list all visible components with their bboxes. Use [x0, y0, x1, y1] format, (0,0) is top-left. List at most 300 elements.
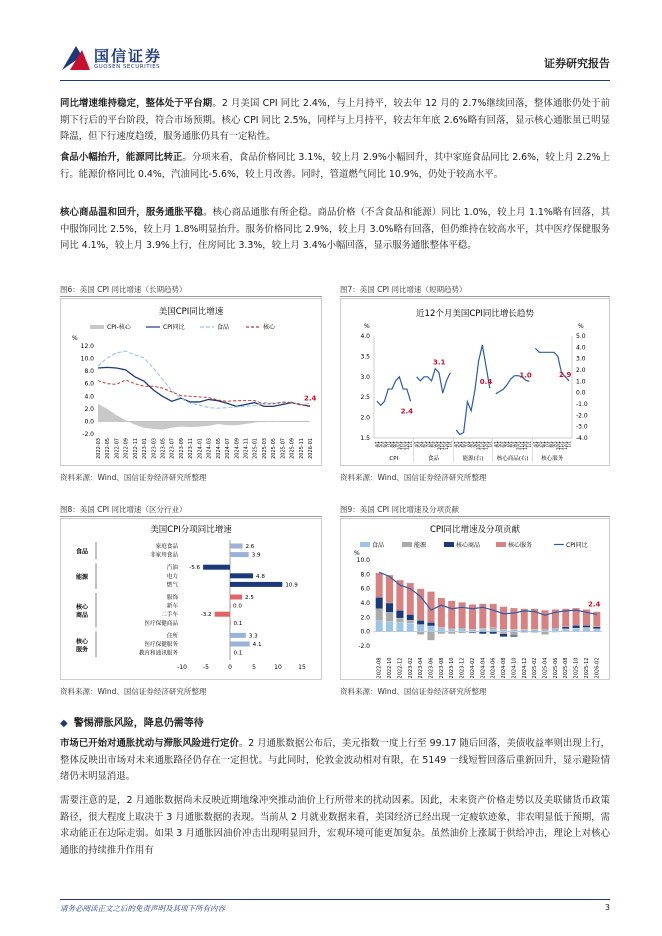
- fig9-xtick: 2023-10: [449, 657, 456, 679]
- paragraph-2: [60, 150, 610, 183]
- fig7-xtick: 11/1: [440, 441, 446, 450]
- fig9-bar-segment: [448, 629, 455, 632]
- fig9-xtick: 2023-06: [428, 657, 435, 679]
- fig9-bar-segment: [479, 628, 486, 629]
- fig6-xtick: 2024-07: [225, 438, 232, 459]
- fig8-xtick: 5: [252, 664, 256, 671]
- fig9-legend-label: 核心商品: [456, 542, 481, 549]
- fig9-bar-segment: [500, 634, 507, 637]
- fig7-ytick-right: 0.0: [576, 389, 586, 397]
- fig9-bar-segment: [500, 630, 507, 632]
- fig6-xtick: 2024-05: [215, 438, 222, 459]
- fig6-xtick: 2024-11: [243, 438, 250, 459]
- fig7-xtick: 10/1: [515, 441, 521, 450]
- paragraph-3-lead: 核心商品温和回升，服务通胀平稳: [60, 207, 204, 218]
- fig9-bar-segment: [396, 622, 403, 631]
- fig7-xtick: 12/1: [523, 441, 529, 450]
- fig9-bar-segment: [458, 629, 465, 632]
- fig7-xtick: 7/1: [504, 441, 510, 448]
- fig6-ylabel: %: [72, 335, 78, 342]
- fig7-ytick-right: 5.0: [576, 333, 586, 340]
- fig7-ytick-right: -2.0: [576, 412, 588, 420]
- fig8-category-label: 电力: [166, 573, 178, 580]
- fig9-xtick: 2025-10: [573, 657, 580, 679]
- fig8-value-label: 3.3: [248, 633, 258, 640]
- paragraph-2-lead: 食品小幅抬升，能源同比转正: [60, 152, 183, 163]
- fig9-title: CPI同比增速及分项贡献: [429, 525, 521, 535]
- fig9-xtick: 2024-12: [521, 657, 528, 679]
- fig6-legend-label: CPI-核心: [107, 324, 131, 331]
- fig9-legend-label: 能源: [414, 542, 427, 549]
- fig9-ytick: 10.0: [356, 557, 370, 564]
- fig8-category-label: 教育和通讯服务: [138, 650, 178, 657]
- fig9-legend-label: 食品: [372, 542, 385, 549]
- fig8-chart: [60, 518, 322, 680]
- fig9-xtick: 2023-02: [407, 657, 414, 679]
- fig7-xtick: 1/1: [487, 441, 493, 448]
- fig9-bar-segment: [583, 625, 590, 627]
- fig8-value-label: 4.8: [256, 573, 265, 580]
- fig6-title: 美国CPI同比增速: [158, 307, 224, 317]
- fig9-ytick: 4.0: [360, 600, 370, 607]
- fig7-value-label: 2.4: [400, 407, 414, 416]
- fig9-bar-segment: [479, 632, 486, 634]
- fig7-xtick: 1/1: [566, 441, 572, 448]
- logo-en: GUOSEN SECURITIES: [94, 64, 161, 70]
- fig9-xtick: 2025-12: [583, 657, 590, 679]
- fig8-bar: [230, 573, 253, 578]
- fig7-xtick: 4/1: [374, 441, 380, 448]
- paragraph-4: [60, 736, 610, 786]
- paragraph-1-lead: 同比增速维持稳定，整体处于平台期: [60, 98, 213, 109]
- fig9-bar-segment: [376, 597, 383, 608]
- fig7-group-label: 能源(右): [462, 456, 484, 462]
- fig9-bar-segment: [562, 629, 569, 632]
- fig6-xtick: 2024-01: [197, 438, 204, 459]
- fig9-bar-segment: [458, 602, 465, 628]
- fig8-caption-rule: [60, 516, 322, 517]
- logo-mark-icon: [60, 44, 92, 74]
- fig8-value-label: 2.6: [245, 544, 255, 550]
- fig7-xtick: 8/1: [389, 441, 395, 448]
- fig7-xtick: 4/1: [414, 441, 420, 448]
- paragraph-1-body: 。2 月美国 CPI 同比 2.4%，与上月持平，较去年 12 月的 2.7%继续回落，整体通胀仍处于前期下行后的平台阶段，符合市场预期。核心 CPI 同比 2.5%，同样与上月持平，较去年年底 2.6%略有回落，显示核心通胀虽已明显降温，但下行速度趋缓，服务通胀仍具有一定粘性。: [60, 98, 610, 142]
- fig7-xtick: 1/1: [526, 441, 532, 448]
- fig7-xtick: 11/1: [400, 441, 406, 450]
- fig9-bar-segment: [500, 632, 507, 634]
- fig6-legend-label: 食品: [217, 324, 230, 331]
- fig9-bar-segment: [490, 630, 497, 632]
- fig8-category-label: 医疗保健服务: [144, 642, 178, 648]
- fig9-bar-segment: [407, 623, 414, 632]
- report-type: 证券研究报告: [544, 57, 610, 70]
- fig8-bar: [230, 552, 249, 557]
- fig9-source: 资料来源：Wind、国信证券经济研究所整理: [340, 687, 487, 696]
- company-logo: [60, 42, 210, 76]
- fig6-xtick: 2023-11: [188, 438, 195, 459]
- fig8-category-label: 医疗保健商品: [144, 620, 178, 627]
- paragraph-5: [60, 793, 610, 859]
- fig8-value-label: 0.1: [233, 620, 243, 627]
- fig9-bar-segment: [583, 627, 590, 628]
- fig9-bar-segment: [593, 627, 600, 629]
- fig9-bar-segment: [396, 618, 403, 622]
- fig9-bar-segment: [386, 622, 393, 632]
- fig7-xtick: 11/1: [559, 441, 565, 450]
- fig6-xtick: 2022-09: [123, 438, 130, 459]
- fig9-bar-segment: [552, 632, 559, 633]
- paragraph-3-body: 。核心商品通胀有所企稳。商品价格（不含食品和能源）同比 1.0%，较上月 1.1%略有回落，其中服饰同比 2.5%，较上月 1.8%明显抬升。服务价格同比 2.9%，较上月 3.0%略有回落，但仍维持在较高水平，其中医疗保健服务同比 4.1%，较上月 3.9%上行，住房同比 3.3%，较上月 3.4%小幅回落，显示服务通胀整体平稳。: [60, 207, 610, 251]
- fig8-bar: [230, 650, 231, 655]
- fig9-caption-rule: [340, 516, 610, 517]
- fig7-xtick: 4/1: [532, 441, 538, 448]
- fig9-xtick: 2024-10: [511, 657, 518, 679]
- fig8-group-label: 服务: [75, 646, 89, 654]
- fig6-ytick: 4.0: [84, 393, 94, 401]
- fig8-group-label: 核心: [75, 638, 89, 646]
- fig9-bar-segment: [510, 608, 517, 630]
- fig7-ytick-left: 3.0: [360, 373, 370, 381]
- fig8-bar: [230, 642, 250, 647]
- fig7-ytick-left: 3.5: [360, 353, 370, 361]
- fig7-xtick: 6/1: [381, 441, 387, 448]
- fig8-value-label: 10.9: [285, 582, 298, 589]
- fig9-bar-segment: [417, 620, 424, 624]
- fig8-category-label: 燃气: [166, 582, 178, 589]
- fig7-chart: [340, 298, 610, 466]
- fig7-xtick: 10/1: [555, 441, 561, 450]
- fig9-ytick: -2.0: [358, 643, 370, 650]
- fig7-xtick: 12/1: [562, 441, 568, 450]
- fig9-xtick: 2023-08: [438, 657, 445, 679]
- fig7-value-label: 0.4: [479, 378, 493, 387]
- paragraph-3: [60, 205, 610, 255]
- fig7-xtick: 5/1: [536, 441, 542, 448]
- fig8-source: 资料来源：Wind、国信证券经济研究所整理: [60, 687, 207, 696]
- fig8-group-label: 核心: [75, 604, 89, 612]
- fig9-bar-segment: [510, 630, 517, 632]
- fig7-xtick: 5/1: [417, 441, 423, 448]
- fig6-xtick: 2025-03: [261, 438, 268, 459]
- fig7-ytick-left: 4.0: [360, 333, 370, 340]
- fig7-value-label: 1.0: [519, 371, 532, 380]
- fig9-legend-label: CPI同比: [566, 542, 588, 549]
- fig7-ytick-left: 2.5: [360, 394, 370, 402]
- fig9-xtick: 2024-04: [480, 657, 487, 679]
- fig8-value-label: 0.1: [233, 650, 243, 657]
- fig7-xtick: 11/1: [519, 441, 525, 450]
- fig7-caption: 图7：美国 CPI 同比增速（短期趋势）: [340, 285, 467, 294]
- fig9-bar-segment: [531, 632, 538, 633]
- fig7-caption-rule: [340, 296, 610, 297]
- fig8-caption: 图8：美国 CPI 同比增速（区分行业）: [60, 505, 187, 514]
- fig6-xtick: 2022-07: [114, 438, 121, 459]
- fig9-bar-segment: [458, 632, 465, 633]
- fig9-legend-swatch: [360, 542, 370, 547]
- fig9-xtick: 2025-02: [532, 657, 539, 679]
- fig7-xtick: 9/1: [511, 441, 517, 448]
- fig8-value-label: 0.0: [233, 603, 242, 610]
- fig6-xtick: 2023-01: [142, 438, 149, 459]
- fig6-legend-swatch: [90, 325, 104, 329]
- fig6-ytick: 2.0: [84, 405, 94, 413]
- fig7-ytick-left: 2.0: [360, 414, 370, 422]
- fig6-xtick: 2023-05: [160, 438, 167, 459]
- fig7-xtick: 10/1: [476, 441, 482, 450]
- fig7-xtick: 9/1: [472, 441, 478, 448]
- fig7-group-label: CPI: [389, 456, 399, 462]
- fig7-value-label: 2.9: [559, 370, 572, 379]
- fig8-bar: [230, 595, 242, 600]
- fig9-bar-segment: [572, 629, 579, 632]
- fig8-category-label: 服饰: [166, 595, 178, 601]
- fig7-xtick: 5/1: [457, 441, 463, 448]
- fig6-xtick: 2026-01: [308, 438, 314, 459]
- fig9-bar-segment: [427, 626, 434, 632]
- fig7-xtick: 9/1: [551, 441, 557, 448]
- fig9-bar-segment: [458, 628, 465, 629]
- fig9-xtick: 2023-12: [459, 657, 466, 679]
- fig8-group-label: 食品: [75, 548, 89, 556]
- fig7-xtick: 9/1: [432, 441, 438, 448]
- fig6-ytick: -2.0: [82, 431, 94, 438]
- fig9-bar-segment: [510, 632, 517, 636]
- fig9-legend-swatch: [444, 542, 454, 547]
- fig9-bar-segment: [427, 622, 434, 626]
- fig8-bar: [215, 612, 230, 617]
- fig7-group-label: 核心商品(右): [496, 456, 529, 462]
- fig6-ytick: 8.0: [84, 368, 94, 376]
- fig8-bar: [230, 582, 282, 587]
- fig9-bar-segment: [407, 620, 414, 623]
- fig7-ytick-right: -1.0: [576, 401, 588, 408]
- fig9-legend-label: 核心服务: [508, 542, 533, 549]
- fig9-bar-segment: [521, 632, 528, 633]
- fig9-bar-segment: [572, 628, 579, 629]
- fig7-value-label: 3.1: [433, 358, 446, 367]
- fig9-bar-segment: [541, 632, 548, 635]
- fig7-xtick: 7/1: [425, 441, 431, 448]
- fig7-xtick: 6/1: [461, 441, 467, 448]
- fig7-ytick-right: -3.0: [576, 423, 588, 431]
- fig6-xtick: 2024-09: [234, 438, 241, 459]
- fig6-xtick: 2023-09: [178, 438, 185, 459]
- fig8-xtick: -5: [203, 664, 209, 671]
- fig7-xtick: 8/1: [429, 441, 435, 448]
- fig9-bar-segment: [427, 632, 434, 641]
- fig9-xtick: 2023-04: [418, 657, 425, 679]
- fig8-category-label: 非家用食品: [150, 552, 178, 559]
- fig9-bar-segment: [396, 610, 403, 618]
- fig9-bar-segment: [490, 604, 497, 628]
- fig7-xtick: 5/1: [378, 441, 384, 448]
- fig9-xtick: 2025-06: [552, 657, 559, 679]
- fig7-xtick: 9/1: [393, 441, 399, 448]
- paragraph-5-body: 需要注意的是，2 月通胀数据尚未反映近期地缘冲突推动油价上行所带来的扰动因素。因此，未来资产价格走势以及美联储货币政策路径，很大程度上取决于 3 月通胀数据的表现。当前从 2 月就业数据来看，美国经济已经出现一定疲软迹象，非农明显低于预期，需求动能正在边际走弱。如果 3 月通胀因油价冲击出现明显回升，宏观环境可能更加复杂。虽然油价上涨属于供给冲击，理论上对核心通胀的持续推升作用有: [60, 795, 610, 856]
- fig9-xtick: 2024-06: [490, 657, 497, 679]
- fig6-ytick: 6.0: [84, 380, 94, 388]
- fig7-ytick-right: -4.0: [576, 435, 588, 442]
- fig8-title: 美国CPI分项同比增速: [150, 525, 232, 535]
- fig9-bar-segment: [562, 627, 569, 629]
- fig9-xtick: 2022-12: [397, 657, 404, 679]
- fig9-xtick: 2024-08: [501, 657, 508, 679]
- fig8-xtick: 10: [274, 664, 282, 671]
- fig7-xtick: 12/1: [443, 441, 449, 450]
- fig7-xtick: 12/1: [404, 441, 410, 450]
- paragraph-4-lead: 市场已开始对通胀扰动与滞胀风险进行定价: [60, 738, 239, 749]
- fig9-bar-segment: [541, 610, 548, 629]
- page-header: [60, 40, 610, 80]
- fig9-ytick: 6.0: [360, 585, 370, 593]
- fig9-bar-segment: [438, 632, 445, 634]
- fig9-ytick: 8.0: [360, 571, 370, 579]
- fig9-xtick: 2022-08: [376, 657, 383, 679]
- fig9-caption: 图9：美国 CPI 同比增速及分项贡献: [340, 505, 460, 514]
- header-divider: [60, 80, 610, 81]
- fig9-legend-swatch: [402, 542, 412, 547]
- paragraph-2-body: 。分项来看，食品价格同比 3.1%，较上月 2.9%小幅回升，其中家庭食品同比 2.6%，较上月 2.2%上行。能源价格同比 0.4%，汽油同比-5.6%，较上月改善。同时，管道燃气同比 10.9%，仍处于较高水平。: [60, 152, 610, 180]
- fig9-bar-segment: [490, 632, 497, 634]
- fig7-ytick-right: 3.0: [576, 355, 586, 363]
- fig7-xtick: 12/1: [483, 441, 489, 450]
- fig8-value-label: 3.9: [251, 552, 261, 559]
- fig9-bar-segment: [469, 632, 476, 633]
- fig8-category-label: 新车: [166, 603, 178, 610]
- fig6-xtick: 2025-09: [289, 438, 296, 459]
- fig9-bar-segment: [572, 625, 579, 628]
- fig9-bar-segment: [583, 629, 590, 632]
- fig6-xtick: 2024-03: [206, 438, 213, 459]
- fig7-xtick: 6/1: [421, 441, 427, 448]
- section-title: 警惕滞胀风险，降息仍需等待: [73, 718, 204, 729]
- fig6-legend-label: CPI同比: [163, 324, 185, 331]
- fig9-bar-segment: [417, 589, 424, 621]
- fig9-ylabel: %: [354, 550, 360, 557]
- fig6-xtick: 2022-03: [96, 438, 102, 459]
- fig7-ytick-right: 1.0: [576, 378, 586, 386]
- fig9-bar-segment: [376, 621, 383, 632]
- fig8-bar: [230, 620, 231, 625]
- fig7-group-label: 食品: [427, 456, 439, 462]
- fig8-value-label: 4.1: [252, 642, 262, 648]
- fig9-bar-segment: [407, 614, 414, 620]
- fig7-xtick: 4/1: [493, 441, 499, 448]
- diamond-bullet-icon: ◆: [60, 718, 68, 729]
- footer-divider: [60, 899, 610, 900]
- fig6-chart: [60, 298, 322, 466]
- fig9-bar-segment: [448, 601, 455, 629]
- fig8-category-label: 住所: [166, 633, 178, 640]
- fig9-bar-segment: [417, 625, 424, 632]
- fig9-bar-segment: [552, 628, 559, 629]
- fig8-xtick: -10: [177, 664, 187, 671]
- fig7-xtick: 8/1: [508, 441, 514, 448]
- fig7-xtick: 10/1: [436, 441, 442, 450]
- page-number: 3: [604, 903, 610, 912]
- fig9-xtick: 2025-08: [563, 657, 570, 679]
- fig7-ytick-right: 4.0: [576, 344, 586, 352]
- fig9-bar-segment: [490, 627, 497, 629]
- fig9-bar-segment: [448, 632, 455, 634]
- fig9-bar-segment: [386, 603, 393, 612]
- fig9-legend-swatch: [496, 542, 506, 547]
- fig6-ytick: 10.0: [80, 355, 94, 363]
- fig8-bar: [203, 565, 230, 570]
- fig8-xtick: 0: [228, 664, 232, 671]
- fig7-ylabel-right: %: [578, 323, 584, 330]
- fig9-bar-segment: [376, 573, 383, 597]
- fig7-xtick: 7/1: [464, 441, 470, 448]
- fig9-bar-segment: [386, 612, 393, 621]
- fig6-xtick: 2023-03: [151, 438, 158, 459]
- fig8-value-label: -3.2: [200, 612, 212, 619]
- fig6-ytick: 12.0: [80, 343, 94, 350]
- fig6-legend-label: 核心: [263, 324, 276, 331]
- fig9-xtick: 2026-02: [594, 657, 601, 679]
- fig7-xtick: 7/1: [385, 441, 391, 448]
- fig9-bar-segment: [376, 609, 383, 621]
- section-heading: [60, 714, 204, 729]
- fig6-xtick: 2022-05: [105, 438, 112, 459]
- fig9-ytick: 0.0: [360, 628, 370, 636]
- fig6-ytick: 0.0: [84, 418, 94, 426]
- fig8-bar: [230, 633, 246, 638]
- fig8-group-label: 商品: [75, 612, 89, 620]
- fig7-xtick: 8/1: [468, 441, 474, 448]
- fig8-group-label: 能源: [75, 574, 89, 582]
- fig6-annotation: 2.4: [304, 394, 317, 403]
- fig7-xtick: 5/1: [497, 441, 503, 448]
- fig9-ytick: 2.0: [360, 614, 370, 622]
- fig7-xtick: 11/1: [479, 441, 485, 450]
- fig7-xtick: 7/1: [544, 441, 550, 448]
- fig8-value-label: -5.6: [189, 565, 201, 572]
- fig6-xtick: 2025-01: [252, 438, 259, 459]
- fig7-ytick-left: 1.5: [360, 435, 370, 442]
- fig9-xtick: 2025-04: [542, 657, 549, 679]
- fig9-bar-segment: [469, 630, 476, 632]
- fig9-annotation: 2.4: [588, 600, 601, 609]
- fig9-bar-segment: [438, 627, 445, 631]
- fig9-xtick: 2024-02: [469, 657, 476, 679]
- fig9-bar-segment: [552, 629, 559, 632]
- paragraph-1: [60, 96, 610, 146]
- fig7-title: 近12个月美国CPI同比增长趋势: [416, 309, 534, 319]
- fig6-xtick: 2023-07: [169, 438, 176, 459]
- fig7-xtick: 6/1: [540, 441, 546, 448]
- fig6-xtick: 2025-05: [271, 438, 278, 459]
- fig9-xtick: 2022-10: [387, 657, 394, 679]
- fig7-xtick: 1/1: [408, 441, 414, 448]
- fig7-xtick: 1/1: [447, 441, 453, 448]
- fig8-bar: [230, 603, 231, 608]
- fig8-xtick: 15: [298, 664, 306, 671]
- fig8-value-label: 2.5: [245, 595, 254, 601]
- fig9-bar-segment: [500, 607, 507, 630]
- fig9-bar-segment: [438, 598, 445, 627]
- fig7-source: 资料来源：Wind、国信证券经济研究所整理: [340, 473, 487, 482]
- fig9-chart: [340, 518, 610, 680]
- fig7-ytick-right: 2.0: [576, 367, 586, 374]
- fig8-bar: [230, 544, 242, 549]
- fig7-xtick: 8/1: [547, 441, 553, 448]
- fig8-category-label: 二手车: [161, 612, 178, 619]
- fig6-xtick: 2025-07: [280, 438, 287, 459]
- paragraph-4-body: 。2 月通胀数据公布后，美元指数一度上行至 99.17 随后回落，美债收益率则出现上行，整体反映出市场对未来通胀路径仍存在一定担忧。与此同时，伦敦金波动相对有限，在 5149 一线短暂回落后重新回升，显示避险情绪仍未明显消退。: [60, 738, 610, 782]
- fig9-bar-segment: [510, 635, 517, 636]
- fig9-bar-segment: [417, 632, 424, 635]
